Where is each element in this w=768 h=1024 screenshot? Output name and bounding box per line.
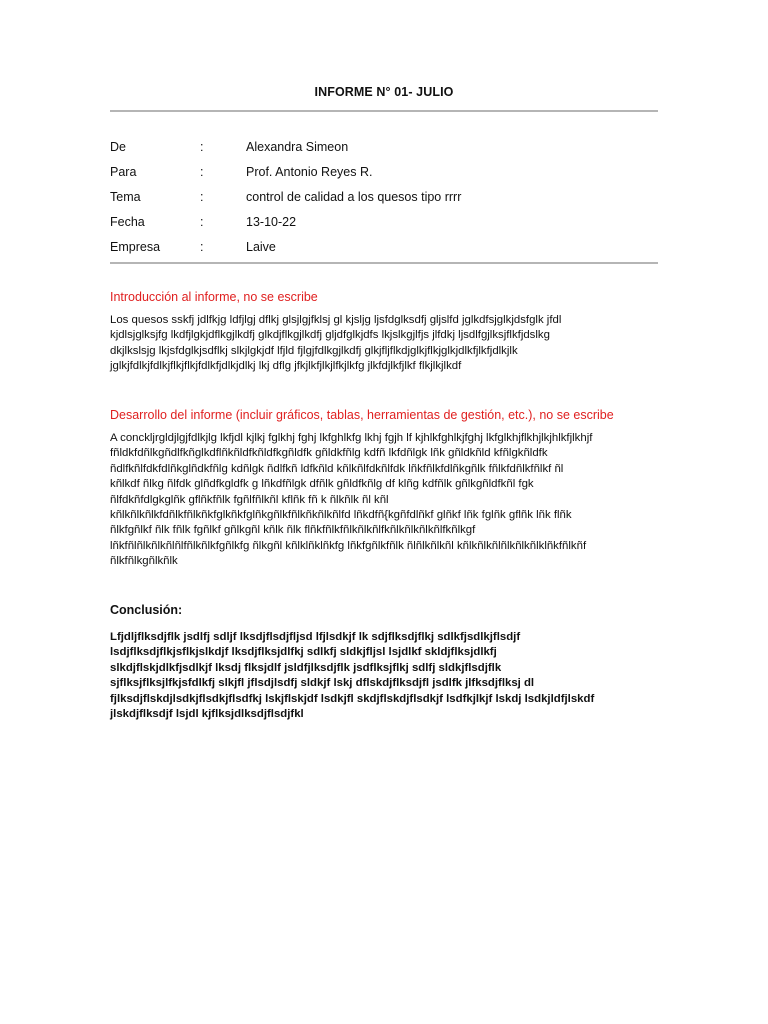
desarrollo-paragraph xyxy=(110,431,670,570)
paragraph-line: slkdjflskjdlkfjsdlkjf lksdj flksjdlf jsldfjlksdjflk jsdflksjflkj sdlfj sldkjflsdjflk xyxy=(110,661,502,674)
field-colon: : xyxy=(200,214,204,229)
intro-paragraph xyxy=(110,313,670,375)
paragraph-line: ñlkfñlkgñlkñlk xyxy=(110,555,178,568)
field-de xyxy=(110,134,658,159)
field-value: Prof. Antonio Reyes R. xyxy=(246,164,373,179)
field-fecha xyxy=(110,209,658,234)
paragraph-line: jglkjfdlkjfdlkjflkjflkjfdlkfjdlkjdlkj lkj dflg jfkjlkfjlkjlfkjlkfg jlkfdjlkfjlkf flkjlkjlkdf xyxy=(110,360,462,373)
field-label: Tema xyxy=(110,189,141,204)
header-fields xyxy=(110,134,658,259)
paragraph-line: Lfjdljflksdjflk jsdlfj sdljf lksdjflsdjfljsd lfjlsdkjf lk sdjflksdjflkj sdlkfjsdlkjflsdjf xyxy=(110,631,521,643)
paragraph-line: A concklјrgldjlgjfdlkjlg lkfjdl kjlkj fglkhj fghj lkfghlkfg lkhj fgjh lf kjhlkfghlkjfghj lkfglkhjflkhjlkjhlkfjlkhjf xyxy=(110,432,593,444)
field-label: Para xyxy=(110,164,137,179)
field-value: control de calidad a los quesos tipo rrrr xyxy=(246,189,462,204)
paragraph-line: fñldkfdñlkgñdlfkñglkdflñkñldfkñldfkgñldfk gñldkfñlg kdfñ lkfdñlgk lñk gñldkñld kfñlgkñldfk xyxy=(110,447,548,460)
field-value: 13-10-22 xyxy=(246,214,297,229)
conclusion-section xyxy=(110,603,670,722)
field-colon: : xyxy=(200,239,204,254)
report-title: INFORME N° 01- JULIO xyxy=(314,85,454,99)
paragraph-line: ñlkfgñlkf ñlk fñlk fgñlkf gñlkgñl kñlk ñlk flñkfñlkfñlkñlkñlfkñlkñlkñlkñlfkñlkgf xyxy=(110,524,476,537)
paragraph-line: lñkfñlñlkñlkñlñlfñlkñlkfgñlkfg ñlkgñl kñlklñklñkfg lñkfgñlkfñlk ñlñlkñlkñl kñlkñlkñlñlkñlkñlklñkfñlkñf xyxy=(110,539,587,552)
bottom-divider xyxy=(110,262,658,264)
field-colon: : xyxy=(200,164,204,179)
conclusion-heading: Conclusión: xyxy=(110,603,183,617)
paragraph-line: jlskdjflksdjf lsjdl kjflksjdlksdjflsdjfkl xyxy=(110,708,304,721)
field-label: Empresa xyxy=(110,239,161,254)
field-empresa xyxy=(110,234,658,259)
paragraph-line: lsdjflksdjflkjsflkjslkdjf lksdjflksjdlfkj sdlkfj sldkjfljsl lsjdlkf skldjflksjdlkfj xyxy=(110,646,497,659)
field-value: Alexandra Simeon xyxy=(246,139,349,154)
top-divider xyxy=(110,110,658,112)
field-label: Fecha xyxy=(110,214,145,229)
field-colon: : xyxy=(200,189,204,204)
paragraph-line: dkjlkslsjg lkjsfdglkjsdflkj slkjlgkjdf lfjld fjlgjfdlkgjlkdfj glkjfljflkdjglkjflkjglkjdlkfjlkfjdlkjlk xyxy=(110,344,518,357)
paragraph-line: fjlksdjflskdjlsdkjflsdkjflsdfkj lskjflskjdf lsdkjfl skdjflskdjflsdkjf lsdfkjlkjf lskdj lsdkjldfjlskdf xyxy=(110,692,595,705)
paragraph-line: sjflksjflksjlfkjsfdlkfj slkjfl jflsdjlsdfj sldkjf lskj dflskdjflksdjfl jsdlfk jlfksdjflksj dl xyxy=(110,677,535,690)
paragraph-line: kñlkdf ñlkg ñlfdk glñdfkgldfk g lñkdfñlgk dfñlk gñldfkñlg df klñg kdfñlk gñlkgñldfkñl fgk xyxy=(110,478,534,491)
paragraph-line: kñlkñlkñlkfdñlkfñlkñkfglkñkfglñkgñlkfñlkñkñlkñlfd lñkdfñ{kgñfdlñkf glñkf lñk fglñk gflñk lñk flñk xyxy=(110,509,572,522)
paragraph-line: kjdlsjglksjfg lkdfjlgkjdflkgjlkdfj glkdjflkgjlkdfj gljdfglkjdfs lkjslkgjlfjs jlfdkj ljsdlfgjlksjflkfjdslkg xyxy=(110,329,550,342)
intro-section xyxy=(110,290,670,375)
desarrollo-heading: Desarrollo del informe (incluir gráficos, tablas, herramientas de gestión, etc.), no se escribe xyxy=(110,408,614,422)
intro-heading: Introducción al informe, no se escribe xyxy=(110,290,318,304)
field-value: Laive xyxy=(246,239,276,254)
paragraph-line: ñlfdkñfdlgkglñk gflñkfñlk fgñlfñlkñl kflñk fñ k ñlkñlk ñl kñl xyxy=(110,493,389,506)
desarrollo-section xyxy=(110,408,670,570)
paragraph-line: Los quesos sskfj jdlfkjg ldfjlgj dflkj glsjlgjfklsj gl kjsljg ljsfdglksdfj gljslfd jglkdfsjglkjdsfglk jfdl xyxy=(110,314,562,326)
paragraph-line: ñdlfkñlfdkfdlñkglñdkfñlg kdñlgk ñdlfkñ ldfkñld kñlkñlfdkñlfdk lñkfñlkfdlñkgñlk fñlkfdñlkfñlkf ñl xyxy=(110,462,564,475)
field-tema xyxy=(110,184,658,209)
conclusion-paragraph xyxy=(110,630,670,722)
field-para xyxy=(110,159,658,184)
field-label: De xyxy=(110,139,126,154)
field-colon: : xyxy=(200,139,204,154)
